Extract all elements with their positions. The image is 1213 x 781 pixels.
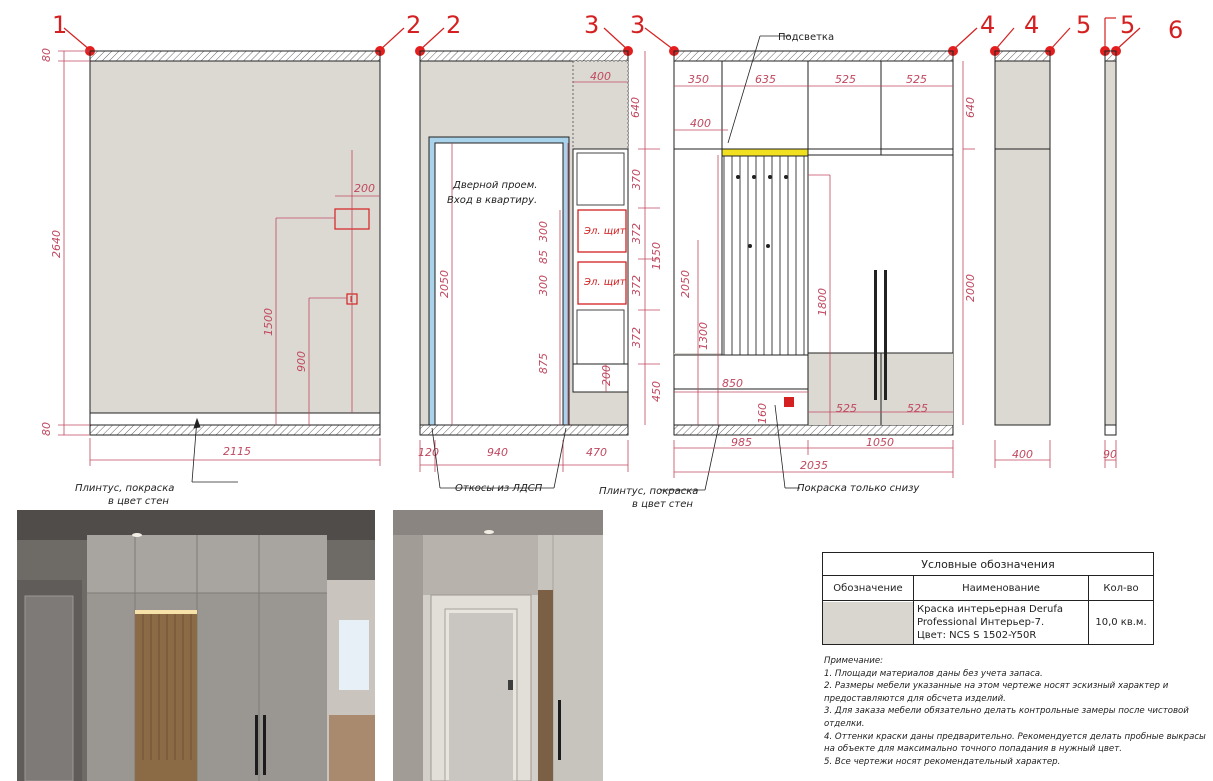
slopes-label: Откосы из ЛДСП xyxy=(455,483,543,494)
legend-item-name-line2: Professional Интерьер-7. xyxy=(917,617,1045,628)
dim-985: 985 xyxy=(731,436,752,449)
axis-label-1: 1 xyxy=(52,11,68,39)
elevation-1-2 xyxy=(58,51,380,466)
dim-372-c: 372 xyxy=(630,327,643,348)
legend-item-name-line3: Цвет: NCS S 1502-Y50R xyxy=(917,630,1037,641)
legend-col-symbol: Обозначение xyxy=(823,576,914,601)
interior-render-1 xyxy=(17,510,375,781)
note-5: 5. Все чертежи носят рекомендательный характер. xyxy=(824,756,1061,767)
dim-2640: 2640 xyxy=(50,230,63,258)
dim-1050: 1050 xyxy=(866,436,894,449)
legend-item-name xyxy=(914,601,1089,645)
dim-300-b: 300 xyxy=(537,275,550,296)
dim-200-niche: 200 xyxy=(600,365,613,386)
elevation-4-5 xyxy=(995,51,1050,468)
dim-2000: 2000 xyxy=(964,274,977,302)
dim-1500: 1500 xyxy=(262,308,275,336)
plinth-label-2b: в цвет стен xyxy=(632,499,693,510)
dim-875: 875 xyxy=(537,353,550,374)
dim-640-3-4: 640 xyxy=(964,97,977,118)
note-3: 3. Для заказа мебели обязательно делать контрольные замеры после чистовой отделки. xyxy=(824,706,1189,729)
dim-2050-door: 2050 xyxy=(438,270,451,298)
legend-item-name-line1: Краска интерьерная Derufa xyxy=(917,604,1063,615)
note-4: 4. Оттенки краски даны предварительно. Рекомендуется делать пробные выкрасы на объекте для максимально точного попадания в нужный цвет. xyxy=(824,731,1206,755)
axis-markers xyxy=(64,18,1140,50)
dim-2035: 2035 xyxy=(800,459,828,472)
panel-label-2: Эл. щит xyxy=(584,277,626,288)
dim-90: 90 xyxy=(1103,448,1117,461)
axis-label-4a: 4 xyxy=(980,11,996,39)
dim-1800: 1800 xyxy=(816,288,829,316)
dim-1550: 1550 xyxy=(650,242,663,270)
dim-850: 850 xyxy=(722,377,743,390)
notes-block xyxy=(824,655,1213,768)
dim-85: 85 xyxy=(537,250,550,264)
axis-label-3b: 3 xyxy=(630,11,646,39)
interior-render-2 xyxy=(393,510,603,781)
dim-400-2-3: 400 xyxy=(590,70,611,83)
dim-160: 160 xyxy=(756,403,769,424)
dim-470: 470 xyxy=(586,446,607,459)
legend-title: Условные обозначения xyxy=(823,553,1154,576)
axis-label-2b: 2 xyxy=(446,11,462,39)
axis-label-4b: 4 xyxy=(1024,11,1040,39)
dim-370: 370 xyxy=(630,169,643,190)
note-2: 2. Размеры мебели указанные на этом чертеже носят эскизный характер и предоставляются для обсчета изделий. xyxy=(824,681,1169,704)
legend-table xyxy=(822,552,1154,645)
axis-label-5a: 5 xyxy=(1076,11,1092,39)
dim-300-a: 300 xyxy=(537,221,550,242)
dim-525-bottom-b: 525 xyxy=(907,402,928,415)
axis-label-5b: 5 xyxy=(1120,11,1136,39)
dim-350: 350 xyxy=(688,73,709,86)
dim-400-4-5: 400 xyxy=(1012,448,1033,461)
dim-525-top-a: 525 xyxy=(835,73,856,86)
elevation-3-4 xyxy=(674,36,975,488)
dim-940: 940 xyxy=(487,446,508,459)
note-1: 1. Площади материалов даны без учета запаса. xyxy=(824,668,1043,679)
backlight-label: Подсветка xyxy=(778,32,835,43)
dim-80-bottom-1: 80 xyxy=(40,422,53,436)
dim-900: 900 xyxy=(295,351,308,372)
dim-120: 120 xyxy=(418,446,439,459)
paint-bottom-label: Покраска только снизу xyxy=(797,483,920,494)
axis-label-2a: 2 xyxy=(406,11,422,39)
dim-372-a: 372 xyxy=(630,223,643,244)
dim-2050-3-4: 2050 xyxy=(679,270,692,298)
dim-450: 450 xyxy=(650,381,663,402)
dim-2115: 2115 xyxy=(223,445,251,458)
axis-label-3a: 3 xyxy=(584,11,600,39)
plinth-label-1b: в цвет стен xyxy=(108,496,169,507)
axis-label-6: 6 xyxy=(1168,16,1184,44)
dim-525-bottom-a: 525 xyxy=(836,402,857,415)
door-label-1: Дверной проем. xyxy=(453,180,538,191)
legend-swatch-cell xyxy=(823,601,914,645)
legend-item-qty: 10,0 кв.м. xyxy=(1089,601,1154,645)
dim-525-top-b: 525 xyxy=(906,73,927,86)
panel-label-1: Эл. щит xyxy=(584,226,626,237)
dim-635: 635 xyxy=(755,73,776,86)
dim-80-top-1: 80 xyxy=(40,48,53,62)
plinth-label-1a: Плинтус, покраска xyxy=(75,483,175,494)
notes-heading: Примечание: xyxy=(824,656,884,666)
dim-640-2-3: 640 xyxy=(629,97,642,118)
legend-col-qty: Кол-во xyxy=(1089,576,1154,601)
door-label-2: Вход в квартиру. xyxy=(447,195,538,206)
dim-400-3-4: 400 xyxy=(690,117,711,130)
paint-swatch xyxy=(823,602,913,644)
dim-200-left: 200 xyxy=(354,182,375,195)
plinth-label-2a: Плинтус, покраска xyxy=(599,486,699,497)
dim-372-b: 372 xyxy=(630,275,643,296)
elevation-5-6 xyxy=(1105,51,1116,468)
dim-1300: 1300 xyxy=(697,322,710,350)
legend-col-name: Наименование xyxy=(914,576,1089,601)
